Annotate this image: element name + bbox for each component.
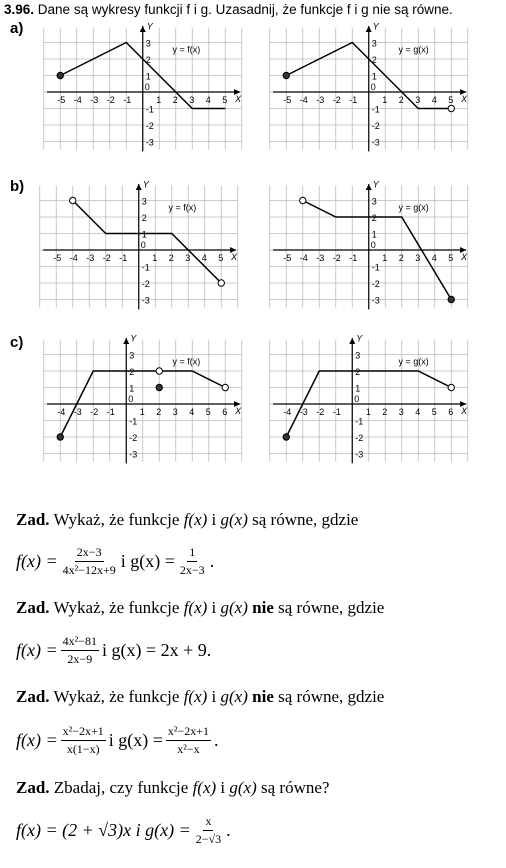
open-endpoint [222, 384, 228, 390]
y-tick-label: 1 [371, 229, 377, 240]
y-axis-arrow [366, 26, 372, 32]
x-axis-name: X [461, 94, 468, 104]
formula-3: f(x) = $\frac{\text{x²−2x+1}}{x(1-x)}$ i g(x) = $\frac{\text{x²−2x+1}}{\text{x²−x}}$ . [16, 724, 219, 756]
graph-svg [268, 21, 468, 152]
x-tick-label: 4 [415, 407, 421, 417]
exercise-header [4, 2, 453, 17]
x-tick-label: 0 [128, 394, 134, 404]
x-tick-label: -1 [349, 253, 358, 263]
y-tick-label: -3 [129, 449, 138, 460]
y-axis-name: Y [356, 333, 363, 344]
x-axis-name: X [235, 94, 242, 104]
y-tick-label: 1 [371, 71, 377, 82]
y-tick-label: 2 [355, 367, 361, 377]
x-tick-label: 1 [156, 95, 162, 105]
x-tick-label: 2 [172, 95, 178, 105]
y-tick-label: -2 [129, 433, 138, 443]
exercise-number: 3.96. [4, 2, 35, 17]
closed-endpoint [156, 384, 162, 390]
y-axis-arrow [366, 184, 372, 190]
x-tick-label: 5 [448, 95, 454, 105]
formula-1: f(x) = $\frac{2x-3}{\text{4x²−12x+9}}$ i g(x) = $\frac{1}{2x-3}$ . [16, 545, 215, 577]
closed-endpoint [57, 72, 63, 78]
row-label-c: c) [10, 334, 24, 351]
function-label: y = f(x) [168, 202, 197, 213]
y-tick-label: 2 [371, 55, 377, 65]
y-tick-label: -3 [355, 449, 364, 460]
task-label: Zad. [16, 510, 50, 529]
y-axis-arrow [349, 338, 355, 344]
x-tick-label: -3 [299, 407, 308, 417]
y-tick-label: -3 [145, 137, 154, 148]
x-tick-label: 2 [156, 407, 162, 417]
open-endpoint [300, 197, 306, 203]
x-tick-label: -3 [86, 253, 95, 263]
y-tick-label: -2 [355, 433, 364, 443]
open-endpoint [70, 197, 76, 203]
y-tick-label: -1 [141, 262, 150, 273]
open-endpoint [156, 368, 162, 374]
open-endpoint [218, 280, 224, 286]
graph-c-f [42, 333, 242, 464]
x-tick-label: 4 [201, 253, 207, 263]
graph-svg [268, 179, 468, 310]
x-tick-label: -4 [69, 253, 78, 263]
y-tick-label: 3 [355, 350, 361, 361]
task-2: Zad. Wykaż, że funkcje f(x) i g(x) nie są równe, gdzie [16, 598, 385, 617]
x-tick-label: 3 [415, 95, 421, 105]
y-tick-label: 2 [371, 213, 377, 223]
open-endpoint [448, 105, 454, 111]
graph-svg [42, 21, 242, 152]
x-tick-label: 2 [398, 253, 404, 263]
graph-svg [42, 333, 242, 464]
x-tick-label: 3 [185, 253, 191, 263]
x-tick-label: -3 [316, 253, 325, 263]
x-tick-label: -4 [57, 407, 66, 417]
x-tick-label: 5 [205, 407, 211, 417]
y-tick-label: -2 [371, 279, 380, 289]
closed-endpoint [57, 434, 63, 440]
x-tick-label: -1 [123, 95, 132, 105]
graph-a-f [42, 21, 242, 152]
graph-a-g [268, 21, 468, 152]
x-tick-label: 1 [382, 95, 388, 105]
y-tick-label: -1 [355, 416, 364, 427]
y-tick-label: 1 [141, 229, 147, 240]
x-tick-label: 3 [172, 407, 178, 417]
x-tick-label: -2 [106, 95, 115, 105]
y-axis-name: Y [372, 179, 379, 190]
function-label: y = g(x) [398, 202, 429, 213]
open-endpoint [448, 384, 454, 390]
x-tick-label: 6 [448, 407, 454, 417]
y-tick-label: 2 [141, 213, 147, 223]
x-tick-label: -5 [57, 95, 66, 105]
function-label: y = f(x) [172, 356, 201, 367]
x-tick-label: 5 [222, 95, 228, 105]
graph-b-f [38, 179, 238, 310]
y-axis-name: Y [146, 21, 153, 32]
closed-endpoint [283, 434, 289, 440]
y-tick-label: 3 [371, 196, 377, 207]
x-tick-label: -2 [332, 253, 341, 263]
x-tick-label: 0 [354, 394, 360, 404]
x-tick-label: 4 [205, 95, 211, 105]
x-axis-name: X [231, 252, 238, 262]
closed-endpoint [283, 72, 289, 78]
x-tick-label: 5 [218, 253, 224, 263]
closed-endpoint [448, 296, 454, 302]
x-tick-label: 3 [398, 407, 404, 417]
y-tick-label: 3 [371, 38, 377, 49]
formula-4: f(x) = (2 + √3)x i g(x) = $\frac{x}{2-√3}$ . [16, 814, 231, 846]
y-axis-name: Y [142, 179, 149, 190]
row-label-a: a) [10, 20, 24, 37]
x-tick-label: -3 [316, 95, 325, 105]
x-tick-label: 2 [382, 407, 388, 417]
x-tick-label: 1 [139, 407, 145, 417]
exercise-text: Dane są wykresy funkcji f i g. Uzasadnij, że funkcje f i g nie są równe. [37, 2, 453, 17]
y-axis-name: Y [372, 21, 379, 32]
task-3: Zad. Wykaż, że funkcje f(x) i g(x) nie są równe, gdzie [16, 687, 385, 706]
y-tick-label: -2 [145, 121, 154, 131]
y-tick-label: -2 [141, 279, 150, 289]
x-tick-label: -1 [349, 95, 358, 105]
x-tick-label: 2 [168, 253, 174, 263]
row-label-b: b) [10, 178, 25, 195]
x-tick-label: -5 [53, 253, 62, 263]
x-tick-label: -3 [90, 95, 99, 105]
graph-svg [38, 179, 238, 310]
y-tick-label: 3 [145, 38, 151, 49]
x-tick-label: 3 [415, 253, 421, 263]
x-tick-label: 1 [365, 407, 371, 417]
x-tick-label: 5 [431, 407, 437, 417]
x-tick-label: 0 [140, 240, 146, 250]
x-tick-label: -2 [332, 95, 341, 105]
x-tick-label: -4 [73, 95, 82, 105]
y-tick-label: -2 [371, 121, 380, 131]
x-tick-label: -1 [119, 253, 128, 263]
graph-b-g [268, 179, 468, 310]
x-tick-label: -3 [73, 407, 82, 417]
x-tick-label: -5 [283, 95, 292, 105]
x-tick-label: 5 [448, 253, 454, 263]
y-tick-label: -1 [129, 416, 138, 427]
y-axis-name: Y [130, 333, 137, 344]
x-tick-label: 1 [152, 253, 158, 263]
x-tick-label: -2 [102, 253, 111, 263]
y-axis-arrow [136, 184, 142, 190]
y-tick-label: -1 [145, 104, 154, 115]
x-tick-label: -4 [299, 253, 308, 263]
y-tick-label: 1 [129, 383, 135, 394]
x-tick-label: 3 [189, 95, 195, 105]
y-tick-label: 2 [145, 55, 151, 65]
function-label: y = g(x) [398, 44, 429, 55]
x-tick-label: -4 [283, 407, 292, 417]
y-tick-label: -3 [141, 295, 150, 306]
x-axis-name: X [461, 252, 468, 262]
y-tick-label: 1 [145, 71, 151, 82]
x-tick-label: 0 [370, 240, 376, 250]
y-tick-label: 1 [355, 383, 361, 394]
x-tick-label: 1 [382, 253, 388, 263]
y-axis-arrow [123, 338, 129, 344]
x-tick-label: 2 [398, 95, 404, 105]
x-tick-label: -5 [283, 253, 292, 263]
x-tick-label: 4 [431, 253, 437, 263]
y-tick-label: -3 [371, 137, 380, 148]
x-tick-label: 0 [370, 82, 376, 92]
x-tick-label: -2 [90, 407, 99, 417]
graph-c-g [268, 333, 468, 464]
x-tick-label: -1 [106, 407, 115, 417]
x-tick-label: 6 [222, 407, 228, 417]
formula-2: f(x) = $\frac{\text{4x²−81}}{2x-9}$ i g(x) = 2x + 9. [16, 634, 212, 666]
task-1: Zad. Wykaż, że funkcje f(x) i g(x) są równe, gdzie [16, 510, 359, 529]
y-axis-arrow [140, 26, 146, 32]
y-tick-label: -1 [371, 262, 380, 273]
y-tick-label: 3 [129, 350, 135, 361]
task-4: Zad. Zbadaj, czy funkcje f(x) i g(x) są równe? [16, 778, 330, 797]
y-tick-label: 2 [129, 367, 135, 377]
function-label: y = g(x) [398, 356, 429, 367]
x-tick-label: -1 [332, 407, 341, 417]
x-tick-label: -4 [299, 95, 308, 105]
x-axis-name: X [461, 406, 468, 416]
x-tick-label: -2 [316, 407, 325, 417]
y-tick-label: -3 [371, 295, 380, 306]
function-label: y = f(x) [172, 44, 201, 55]
y-tick-label: 3 [141, 196, 147, 207]
x-tick-label: 4 [431, 95, 437, 105]
x-tick-label: 4 [189, 407, 195, 417]
x-axis-name: X [235, 406, 242, 416]
y-tick-label: -1 [371, 104, 380, 115]
graph-svg [268, 333, 468, 464]
x-tick-label: 0 [144, 82, 150, 92]
